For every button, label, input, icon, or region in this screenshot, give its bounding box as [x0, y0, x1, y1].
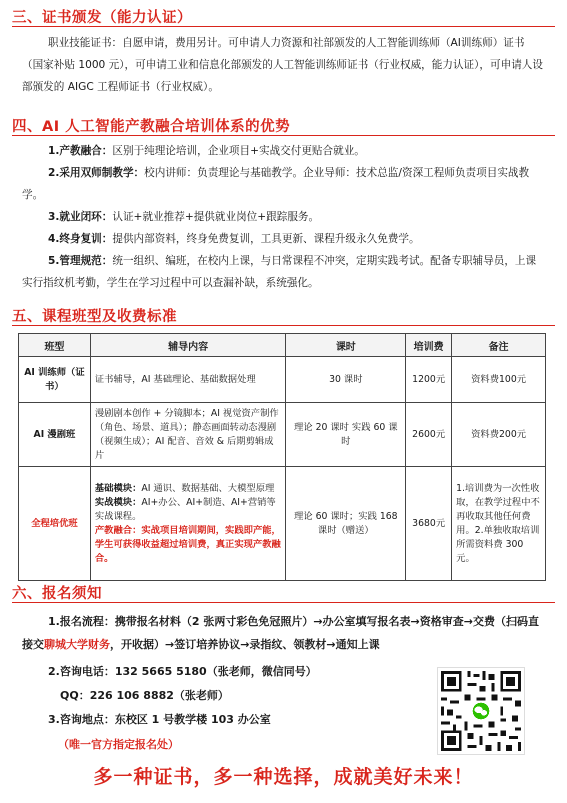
registration-process	[22, 610, 545, 656]
certificate-description: 职业技能证书：自愿申请，费用另计。可申请人力资源和社部颁发的人工智能训练师（AI训练师）证书（国家补贴 1000 元），可申请工业和信息化部颁发的人工智能训练师证书（行业权威，能力认证），可申请人设部颁发的 AIGC 工程师证书（行业权威）。	[22, 37, 543, 93]
basic-module-label: 基础模块：	[94, 482, 142, 494]
class-hours: 30 课时	[286, 357, 406, 403]
class-type: AI 漫剧班	[19, 403, 91, 467]
process-text-end: ，开收据）→签订培养协议→录指纹、领教材→通知上课	[110, 638, 380, 651]
advantage-label: 3.就业闭环：	[48, 211, 113, 223]
payee-name: 聊城大学财务	[44, 638, 110, 651]
class-type: 全程培优班	[19, 467, 91, 581]
section-6-title: 六、报名须知	[12, 586, 102, 602]
table-row	[19, 357, 546, 403]
phone-label: 2.咨询电话：	[48, 665, 115, 678]
practice-module-label: 实战模块：	[94, 496, 142, 508]
fee-table-header	[19, 334, 546, 357]
qr-graphic	[438, 668, 524, 754]
qq-number: QQ：226 106 8882（张老师）	[60, 689, 229, 702]
class-content	[90, 467, 286, 581]
section-3-divider	[12, 26, 555, 27]
section-3-title: 三、证书颁发（能力认证）	[12, 10, 192, 26]
class-content: 漫剧剧本创作 + 分镜脚本；AI 视觉资产制作（角色、场景、道具）；静态画面转动态漫剧（视频生成）；AI 配音、音效 & 后期剪辑成片	[90, 403, 286, 467]
header-hours: 课时	[286, 334, 406, 357]
header-content: 辅导内容	[90, 334, 286, 357]
table-row	[19, 467, 546, 581]
advantage-text: 统一组织、编班，在校内上课，与日常课程不冲突，定期实践考试。配备专职辅导员，上课实行指纹机考勤，学生在学习过程中可以查漏补缺，系统强化。	[22, 255, 537, 289]
section-4-title: 四、AI 人工智能产教融合培训体系的优势	[12, 119, 291, 135]
advantage-label: 4.终身复训：	[48, 233, 113, 245]
section-4-list	[22, 140, 545, 294]
advantage-label: 5.管理规范：	[48, 255, 113, 267]
fee-table	[18, 333, 546, 581]
class-note: 资料费100元	[452, 357, 546, 403]
practice-module-text: AI+办公、AI+制造、AI+营销等实战课程。	[94, 496, 276, 522]
official-registration-note: （唯一官方指定报名处）	[58, 738, 179, 751]
section-4-divider	[12, 135, 555, 136]
class-hours: 理论 60 课时；实践 168 课时（赠送）	[286, 467, 406, 581]
advantage-text: 校内讲师：负责理论与基础教学。企业导师：技术总监/资深工程师负责项目实战教学。	[22, 167, 530, 201]
official-note	[58, 734, 427, 756]
section-5-divider	[12, 325, 555, 326]
advantage-text: 提供内部资料，终身免费复训，工具更新、课程升级永久免费学。	[112, 233, 420, 245]
class-type: AI 训练师（证书）	[19, 357, 91, 403]
process-text: 携带报名材料（2 张两寸彩色免冠照片）→办公室填写报名表→资格审查→交费（扫码直接交	[22, 615, 539, 651]
advantage-item	[22, 162, 545, 206]
advantage-label: 2.采用双师制教学：	[48, 167, 145, 179]
industry-integration-label: 产教融合：	[94, 524, 142, 536]
basic-module-text: AI 通识、数据基础、大模型原理	[141, 482, 275, 494]
industry-integration-text: 实战项目培训期间，实践即产能，学生可获得收益超过培训费，真正实现产教融合。	[94, 524, 281, 564]
class-hours: 理论 20 课时 实践 60 课时	[286, 403, 406, 467]
process-label: 1.报名流程：	[48, 615, 115, 628]
class-fee: 3680元	[406, 467, 452, 581]
wechat-qr-code-icon	[437, 667, 525, 755]
class-note: 资料费200元	[452, 403, 546, 467]
header-note: 备注	[452, 334, 546, 357]
slogan: 多一种证书，多一种选择，成就美好未来！	[93, 766, 474, 788]
contact-address	[22, 709, 427, 731]
advantage-text: 认证+就业推荐+提供就业岗位+跟踪服务。	[112, 211, 320, 223]
address-text: 东校区 1 号教学楼 103 办公室	[114, 713, 271, 726]
class-note: 1.培训费为一次性收取，在教学过程中不再收取其他任何费用。2.单独收取培训所需资料费 300元。	[452, 467, 546, 581]
class-content: 证书辅导，AI 基础理论、基础数据处理	[90, 357, 286, 403]
header-type: 班型	[19, 334, 91, 357]
advantage-item	[22, 228, 545, 250]
class-fee: 2600元	[406, 403, 452, 467]
phone-number: 132 5665 5180（张老师，微信同号）	[114, 665, 317, 678]
header-fee: 培训费	[406, 334, 452, 357]
section-3-text	[22, 32, 545, 98]
advantage-label: 1.产教融合：	[48, 145, 113, 157]
class-fee: 1200元	[406, 357, 452, 403]
advantage-text: 区别于纯理论培训，企业项目+实战交付更贴合就业。	[112, 145, 365, 157]
section-6-divider	[12, 602, 555, 603]
contact-qq	[60, 685, 427, 707]
address-label: 3.咨询地点：	[48, 713, 115, 726]
advantage-item	[22, 206, 545, 228]
advantage-item	[22, 140, 545, 162]
table-row	[19, 403, 546, 467]
advantage-item	[22, 250, 545, 294]
contact-phone	[22, 661, 427, 683]
section-5-title: 五、课程班型及收费标准	[12, 309, 177, 325]
